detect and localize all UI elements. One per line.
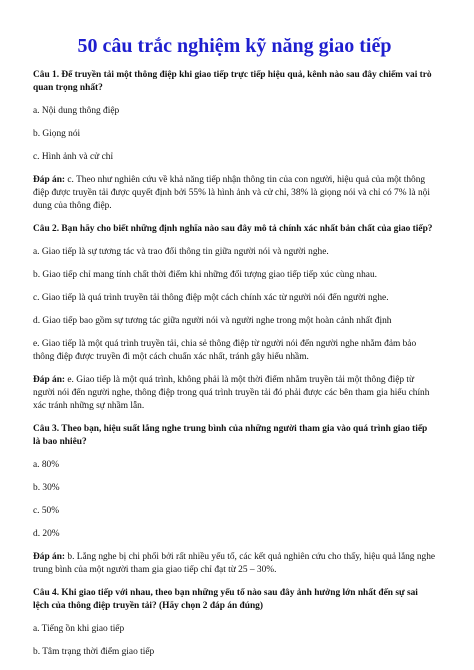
q1-answer — [33, 174, 436, 213]
q4-option-a: a. Tiếng ồn khi giao tiếp — [33, 624, 125, 634]
q1-option-c: c. Hình ảnh và cử chỉ — [33, 152, 114, 162]
q3-option-b: b. 30% — [33, 483, 60, 493]
answer-label: Đáp án: — [33, 375, 66, 385]
answer-label: Đáp án: — [33, 552, 66, 562]
q3-answer-text: b. Lắng nghe bị chi phối bởi rất nhiều yếu tố, các kết quả nghiên cứu cho thấy, hiệu quả lắng nghe trung bình của một người tham gia giao tiếp chỉ đạt từ 25 – 30%. — [33, 552, 436, 575]
q3-option-d: d. 20% — [33, 529, 60, 539]
q1-option-b: b. Giọng nói — [33, 129, 81, 139]
q2-option-c: c. Giao tiếp là quá trình truyền tải thông điệp một cách chính xác từ người nói đến người nghe. — [33, 293, 389, 303]
question-3: Câu 3. Theo bạn, hiệu suất lắng nghe trung bình của những người tham gia vào quá trình giao tiếp là bao nhiêu? — [33, 424, 428, 447]
q3-option-c: c. 50% — [33, 506, 60, 516]
q2-option-a: a. Giao tiếp là sự tương tác và trao đổi thông tin giữa người nói và người nghe. — [33, 247, 329, 257]
question-1: Câu 1. Để truyền tải một thông điệp khi giao tiếp trực tiếp hiệu quả, kênh nào sau đây chiếm vai trò quan trọng nhất? — [33, 70, 432, 93]
q2-answer-text: e. Giao tiếp là một quá trình, không phải là một thời điểm nhằm truyền tải một thông điệp từ người nói đến người nghe, thông điệp trong quá trình truyền tải đó phải được các bên tham gia hiểu chính xác tránh những sự nhầm lẫn. — [33, 375, 430, 411]
q3-answer — [33, 551, 436, 577]
answer-label: Đáp án: — [33, 175, 66, 185]
q3-option-a: a. 80% — [33, 460, 60, 470]
q2-option-d: d. Giao tiếp bao gồm sự tương tác giữa người nói và người nghe trong một hoàn cảnh nhất định — [33, 316, 392, 326]
q1-answer-text: c. Theo như nghiên cứu về khả năng tiếp nhận thông tin của con người, hiệu quả của một thông điệp được truyền tải được quyết định bởi 55% là hình ảnh và cử chỉ, 38% là giọng nói và chỉ có 7% là nội dung của thông điệp. — [33, 175, 430, 211]
question-4: Câu 4. Khi giao tiếp với nhau, theo bạn những yếu tố nào sau đây ảnh hưởng lớn nhất đến sự sai lệch của thông điệp truyền tải? (Hãy chọn 2 đáp án đúng) — [33, 588, 418, 611]
q2-option-e: e. Giao tiếp là một quá trình truyền tải, chia sẻ thông điệp từ người nói đến người nghe nhằm đảm bảo thông điệp được truyền đi một cách chuẩn xác nhất, tránh gây hiểu nhầm. — [33, 339, 417, 362]
question-2: Câu 2. Bạn hãy cho biết những định nghĩa nào sau đây mô tả chính xác nhất bản chất của giao tiếp? — [33, 224, 433, 234]
q2-answer — [33, 374, 436, 413]
page-title: 50 câu trắc nghiệm kỹ năng giao tiếp — [77, 35, 392, 57]
q4-option-b: b. Tâm trạng thời điểm giao tiếp — [33, 647, 155, 657]
document-body — [33, 69, 436, 659]
q2-option-b: b. Giao tiếp chỉ mang tính chất thời điểm khi những đối tượng giao tiếp tiếp xúc cùng nhau. — [33, 270, 377, 280]
q1-option-a: a. Nội dung thông điệp — [33, 106, 120, 116]
